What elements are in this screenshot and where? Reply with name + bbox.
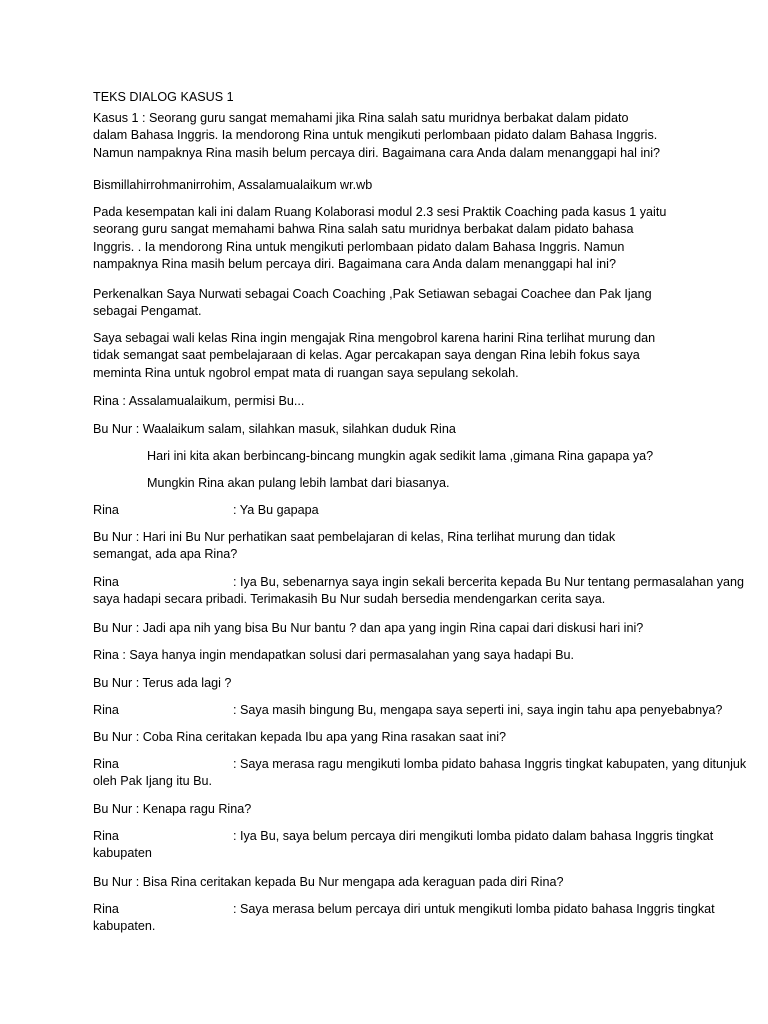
speaker: Rina	[93, 829, 119, 843]
utterance: Saya merasa belum percaya diri untuk mengikuti lomba pidato bahasa Inggris tingkat	[240, 902, 715, 916]
paragraph-case-1	[93, 110, 678, 162]
speaker: Rina	[93, 757, 119, 771]
line: Perkenalkan Saya Nurwati sebagai Coach Coaching ,Pak Setiawan sebagai Coachee dan Pak Ijang	[93, 287, 652, 301]
paragraph-context	[93, 330, 678, 382]
dialog-line: Bu Nur : Hari ini Bu Nur perhatikan saat pembelajaran di kelas, Rina terlihat murung dan tidak semangat, ada apa Rina?	[93, 529, 678, 564]
line: sebagai Pengamat.	[93, 304, 202, 319]
dialog-line: Bu Nur : Terus ada lagi ?	[93, 676, 232, 690]
line: tidak semangat saat pembelajaraan di kelas. Agar percakapan saya dengan Rina lebih fokus saya	[93, 348, 640, 363]
dialog-line: Rina : Saya merasa ragu mengikuti lomba pidato bahasa Inggris tingkat kabupaten, yang ditunjuk oleh Pak Ijang itu Bu.	[93, 756, 678, 791]
utterance: kabupaten.	[93, 919, 156, 934]
speaker: Rina	[93, 902, 119, 916]
utterance: Jadi apa nih yang bisa Bu Nur bantu ? dan apa yang ingin Rina capai dari diskusi hari ini?	[142, 621, 644, 635]
dialog-line: Bu Nur : Jadi apa nih yang bisa Bu Nur bantu ? dan apa yang ingin Rina capai dari diskusi hari ini?	[93, 621, 644, 635]
speaker: Bu Nur	[93, 730, 133, 744]
line: nampaknya Rina masih belum percaya diri. Bagaimana cara Anda dalam menanggapi hal ini?	[93, 257, 616, 272]
speaker: Rina	[93, 703, 119, 717]
paragraph-intro	[93, 204, 678, 274]
speaker: Bu Nur	[93, 875, 133, 889]
line: Inggris. . Ia mendorong Rina untuk mengikuti perlombaan pidato dalam Bahasa Inggris. Namun	[93, 239, 625, 254]
dialog-line: Rina : Ya Bu gapapa	[93, 503, 319, 517]
speaker: Bu Nur	[93, 802, 133, 816]
line: dalam Bahasa Inggris. Ia mendorong Rina untuk mengikuti perlombaan pidato dalam Bahasa Inggris.	[93, 128, 658, 143]
utterance: kabupaten	[93, 846, 152, 861]
document-title: TEKS DIALOG KASUS 1	[93, 90, 234, 104]
utterance: Iya Bu, saya belum percaya diri mengikuti lomba pidato dalam bahasa Inggris tingkat	[240, 829, 714, 843]
dialog-line: Rina : Assalamualaikum, permisi Bu...	[93, 394, 305, 408]
utterance: Assalamualaikum, permisi Bu...	[128, 394, 305, 408]
speaker: Bu Nur	[93, 676, 133, 690]
line: seorang guru sangat memahami bahwa Rina salah satu muridnya berbakat dalam pidato bahasa	[93, 222, 634, 237]
utterance: Saya hanya ingin mendapatkan solusi dari permasalahan yang saya hadapi Bu.	[129, 648, 574, 662]
line: Namun nampaknya Rina masih belum percaya diri. Bagaimana cara Anda dalam menanggapi hal ini?	[93, 145, 661, 160]
utterance: Iya Bu, sebenarnya saya ingin sekali bercerita kepada Bu Nur tentang permasalahan yang	[240, 575, 745, 589]
dialog-line: Bu Nur : Coba Rina ceritakan kepada Ibu apa yang Rina rasakan saat ini?	[93, 730, 507, 744]
utterance: Kenapa ragu Rina?	[142, 802, 252, 816]
speaker: Rina	[93, 575, 119, 589]
utterance: semangat, ada apa Rina?	[93, 547, 238, 562]
utterance: saya hadapi secara pribadi. Terimakasih Bu Nur sudah bersedia mendengarkan cerita saya.	[93, 592, 606, 607]
speaker: Rina	[93, 648, 119, 662]
utterance: oleh Pak Ijang itu Bu.	[93, 774, 213, 789]
paragraph-roles	[93, 286, 678, 321]
utterance: Bisa Rina ceritakan kepada Bu Nur mengapa ada keraguan pada diri Rina?	[142, 875, 564, 889]
speaker: Rina	[93, 503, 119, 517]
line: Saya sebagai wali kelas Rina ingin mengajak Rina mengobrol karena harini Rina terlihat murung dan	[93, 331, 656, 345]
utterance: Waalaikum salam, silahkan masuk, silahkan duduk Rina	[142, 422, 456, 436]
line: meminta Rina untuk ngobrol empat mata di ruangan saya sepulang sekolah.	[93, 365, 519, 380]
speaker: Bu Nur	[93, 530, 133, 544]
dialog-line: Rina : Iya Bu, sebenarnya saya ingin sekali bercerita kepada Bu Nur tentang permasalahan yang saya hadapi secara pribadi. Terimakasih Bu Nur sudah bersedia mendengarkan cerita saya.	[93, 574, 678, 609]
utterance: Hari ini Bu Nur perhatikan saat pembelajaran di kelas, Rina terlihat murung dan tidak	[142, 530, 616, 544]
dialog-line: Bu Nur : Waalaikum salam, silahkan masuk, silahkan duduk Rina	[93, 422, 456, 436]
dialog-line: Rina : Saya hanya ingin mendapatkan solusi dari permasalahan yang saya hadapi Bu.	[93, 648, 574, 662]
utterance: Saya merasa ragu mengikuti lomba pidato bahasa Inggris tingkat kabupaten, yang ditunjuk	[240, 757, 747, 771]
line: Kasus 1 : Seorang guru sangat memahami jika Rina salah satu muridnya berbakat dalam pidato	[93, 111, 629, 125]
speaker: Bu Nur	[93, 621, 133, 635]
line: Bismillahirrohmanirrohim, Assalamualaikum wr.wb	[93, 178, 373, 192]
utterance: Terus ada lagi ?	[142, 676, 232, 690]
line: Pada kesempatan kali ini dalam Ruang Kolaborasi modul 2.3 sesi Praktik Coaching pada kasus 1 yaitu	[93, 205, 667, 219]
dialog-line: Bu Nur : Kenapa ragu Rina?	[93, 802, 252, 816]
utterance: Saya masih bingung Bu, mengapa saya seperti ini, saya ingin tahu apa penyebabnya?	[240, 703, 723, 717]
utterance: Ya Bu gapapa	[239, 503, 319, 517]
dialog-continuation: Mungkin Rina akan pulang lebih lambat dari biasanya.	[147, 476, 450, 490]
dialog-line: Rina : Saya merasa belum percaya diri untuk mengikuti lomba pidato bahasa Inggris tingkat kabupaten.	[93, 901, 678, 936]
speaker: Rina	[93, 394, 119, 408]
speaker: Bu Nur	[93, 422, 133, 436]
dialog-continuation: Hari ini kita akan berbincang-bincang mungkin agak sedikit lama ,gimana Rina gapapa ya?	[147, 449, 654, 463]
paragraph-greeting	[93, 177, 678, 194]
dialog-line: Rina : Iya Bu, saya belum percaya diri mengikuti lomba pidato dalam bahasa Inggris tingkat kabupaten	[93, 828, 678, 863]
dialog-line: Bu Nur : Bisa Rina ceritakan kepada Bu Nur mengapa ada keraguan pada diri Rina?	[93, 875, 564, 889]
utterance: Coba Rina ceritakan kepada Ibu apa yang Rina rasakan saat ini?	[142, 730, 507, 744]
dialog-line: Rina : Saya masih bingung Bu, mengapa saya seperti ini, saya ingin tahu apa penyebabnya?	[93, 703, 723, 717]
